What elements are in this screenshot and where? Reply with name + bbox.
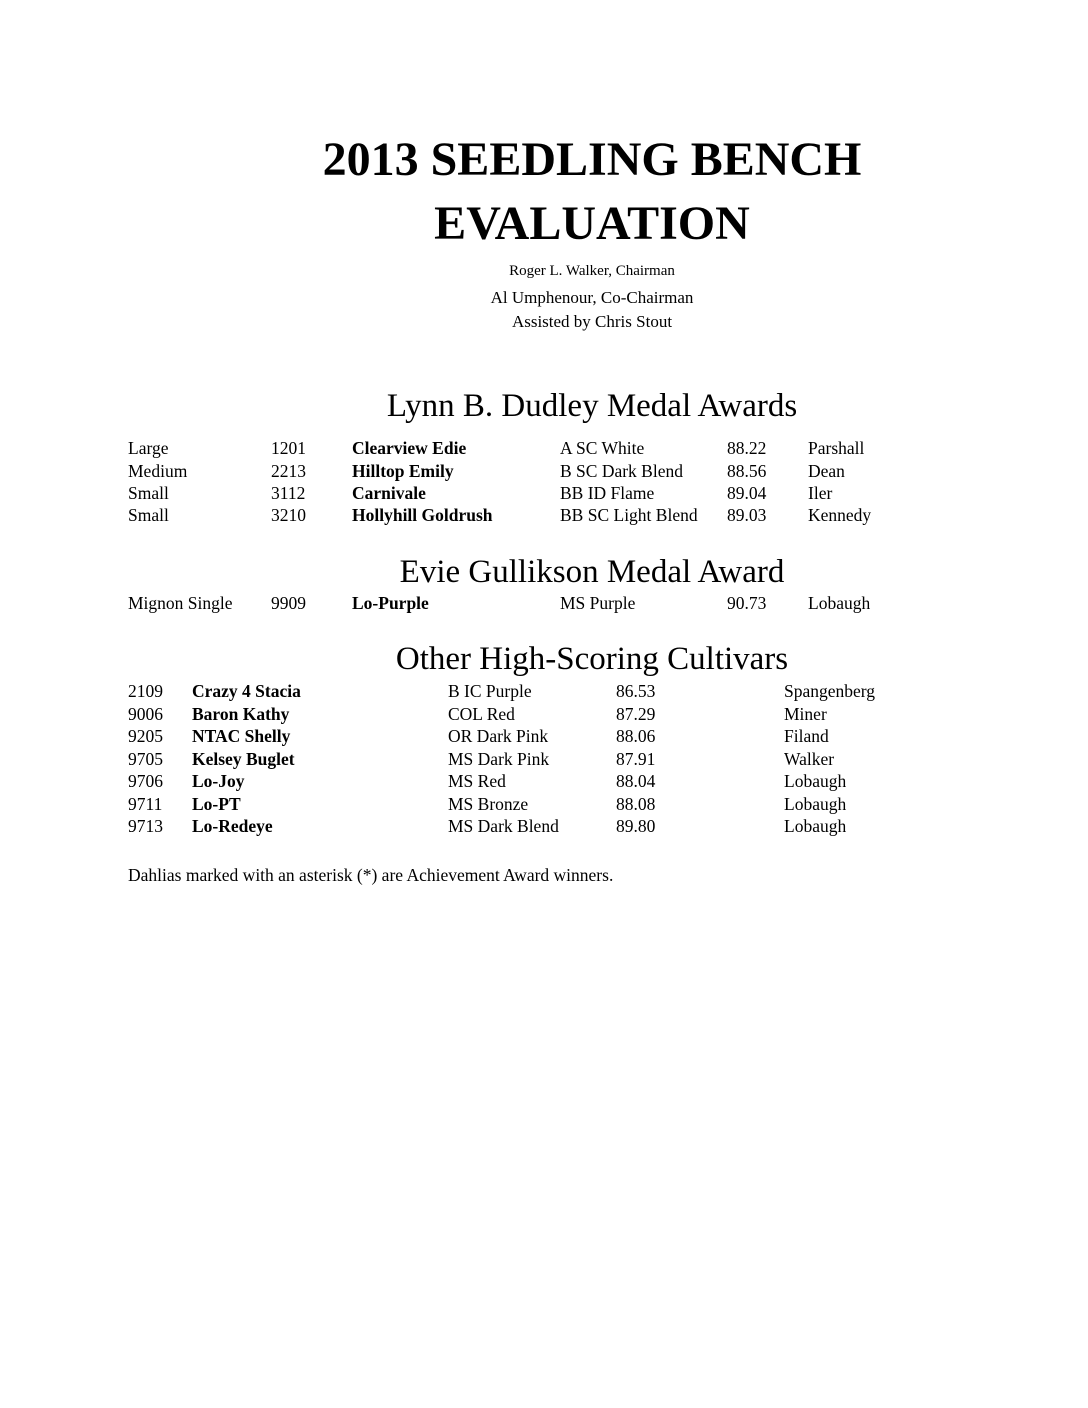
table-row xyxy=(0,680,1088,702)
name-cell: Lo-PT xyxy=(192,794,241,814)
number-cell: 2109 xyxy=(128,681,163,701)
grower-cell: Miner xyxy=(784,704,827,724)
class-cell: B SC Dark Blend xyxy=(560,461,683,481)
table-row xyxy=(0,592,1088,614)
table-row xyxy=(0,437,1088,459)
number-cell: 9711 xyxy=(128,794,163,814)
other-section-heading: Other High-Scoring Cultivars xyxy=(395,641,789,677)
assistant-credit: Assisted by Chris Stout xyxy=(511,312,673,331)
name-cell: Clearview Edie xyxy=(352,438,467,458)
class-cell: MS Dark Blend xyxy=(448,816,559,836)
name-cell: Kelsey Buglet xyxy=(192,749,295,769)
table-row xyxy=(0,482,1088,504)
grower-cell: Lobaugh xyxy=(784,771,847,791)
footnote: Dahlias marked with an asterisk (*) are Achievement Award winners. xyxy=(128,865,614,885)
score-cell: 89.04 xyxy=(727,483,767,503)
table-row xyxy=(0,504,1088,526)
number-cell: 9706 xyxy=(128,771,163,791)
number-cell: 9205 xyxy=(128,726,163,746)
table-row xyxy=(0,725,1088,747)
size-cell: Small xyxy=(128,505,169,525)
page-title-line-2: EVALUATION xyxy=(434,197,750,250)
class-cell: B IC Purple xyxy=(448,681,532,701)
class-cell: A SC White xyxy=(560,438,645,458)
name-cell: Lo-Joy xyxy=(192,771,245,791)
score-cell: 88.22 xyxy=(727,438,767,458)
score-cell: 90.73 xyxy=(727,593,767,613)
name-cell: NTAC Shelly xyxy=(192,726,291,746)
class-cell: MS Bronze xyxy=(448,794,529,814)
name-cell: Hollyhill Goldrush xyxy=(352,505,493,525)
score-cell: 88.06 xyxy=(616,726,656,746)
grower-cell: Kennedy xyxy=(808,505,872,525)
size-cell: Large xyxy=(128,438,169,458)
class-cell: BB SC Light Blend xyxy=(560,505,698,525)
table-row xyxy=(0,748,1088,770)
score-cell: 88.56 xyxy=(727,461,767,481)
grower-cell: Dean xyxy=(808,461,845,481)
grower-cell: Walker xyxy=(784,749,835,769)
class-cell: OR Dark Pink xyxy=(448,726,549,746)
grower-cell: Filand xyxy=(784,726,829,746)
size-cell: Medium xyxy=(128,461,188,481)
chairman-credit: Roger L. Walker, Chairman xyxy=(509,263,675,279)
score-cell: 87.29 xyxy=(616,704,656,724)
size-cell: Small xyxy=(128,483,169,503)
grower-cell: Spangenberg xyxy=(784,681,876,701)
number-cell: 9713 xyxy=(128,816,163,836)
size-cell: Mignon Single xyxy=(128,593,233,613)
number-cell: 3112 xyxy=(271,483,306,503)
class-cell: COL Red xyxy=(448,704,515,724)
page-title-line-1: 2013 SEEDLING BENCH xyxy=(322,133,862,186)
class-cell: MS Red xyxy=(448,771,506,791)
score-cell: 88.04 xyxy=(616,771,656,791)
score-cell: 87.91 xyxy=(616,749,656,769)
name-cell: Hilltop Emily xyxy=(352,461,454,481)
gullikson-section-heading: Evie Gullikson Medal Award xyxy=(399,554,785,590)
table-row xyxy=(0,815,1088,837)
number-cell: 9006 xyxy=(128,704,163,724)
grower-cell: Lobaugh xyxy=(784,794,847,814)
number-cell: 2213 xyxy=(271,461,306,481)
class-cell: MS Purple xyxy=(560,593,636,613)
table-row xyxy=(0,793,1088,815)
number-cell: 9909 xyxy=(271,593,306,613)
class-cell: MS Dark Pink xyxy=(448,749,550,769)
class-cell: BB ID Flame xyxy=(560,483,655,503)
grower-cell: Iler xyxy=(808,483,833,503)
table-row xyxy=(0,770,1088,792)
score-cell: 89.80 xyxy=(616,816,656,836)
grower-cell: Parshall xyxy=(808,438,865,458)
grower-cell: Lobaugh xyxy=(808,593,871,613)
table-row xyxy=(0,703,1088,725)
score-cell: 86.53 xyxy=(616,681,656,701)
grower-cell: Lobaugh xyxy=(784,816,847,836)
name-cell: Lo-Redeye xyxy=(192,816,273,836)
name-cell: Crazy 4 Stacia xyxy=(192,681,301,701)
cochairman-credit: Al Umphenour, Co-Chairman xyxy=(490,288,694,307)
score-cell: 89.03 xyxy=(727,505,767,525)
number-cell: 1201 xyxy=(271,438,306,458)
name-cell: Baron Kathy xyxy=(192,704,290,724)
name-cell: Carnivale xyxy=(352,483,426,503)
number-cell: 9705 xyxy=(128,749,163,769)
dudley-section-heading: Lynn B. Dudley Medal Awards xyxy=(386,388,798,424)
table-row xyxy=(0,460,1088,482)
score-cell: 88.08 xyxy=(616,794,656,814)
number-cell: 3210 xyxy=(271,505,306,525)
name-cell: Lo-Purple xyxy=(352,593,429,613)
